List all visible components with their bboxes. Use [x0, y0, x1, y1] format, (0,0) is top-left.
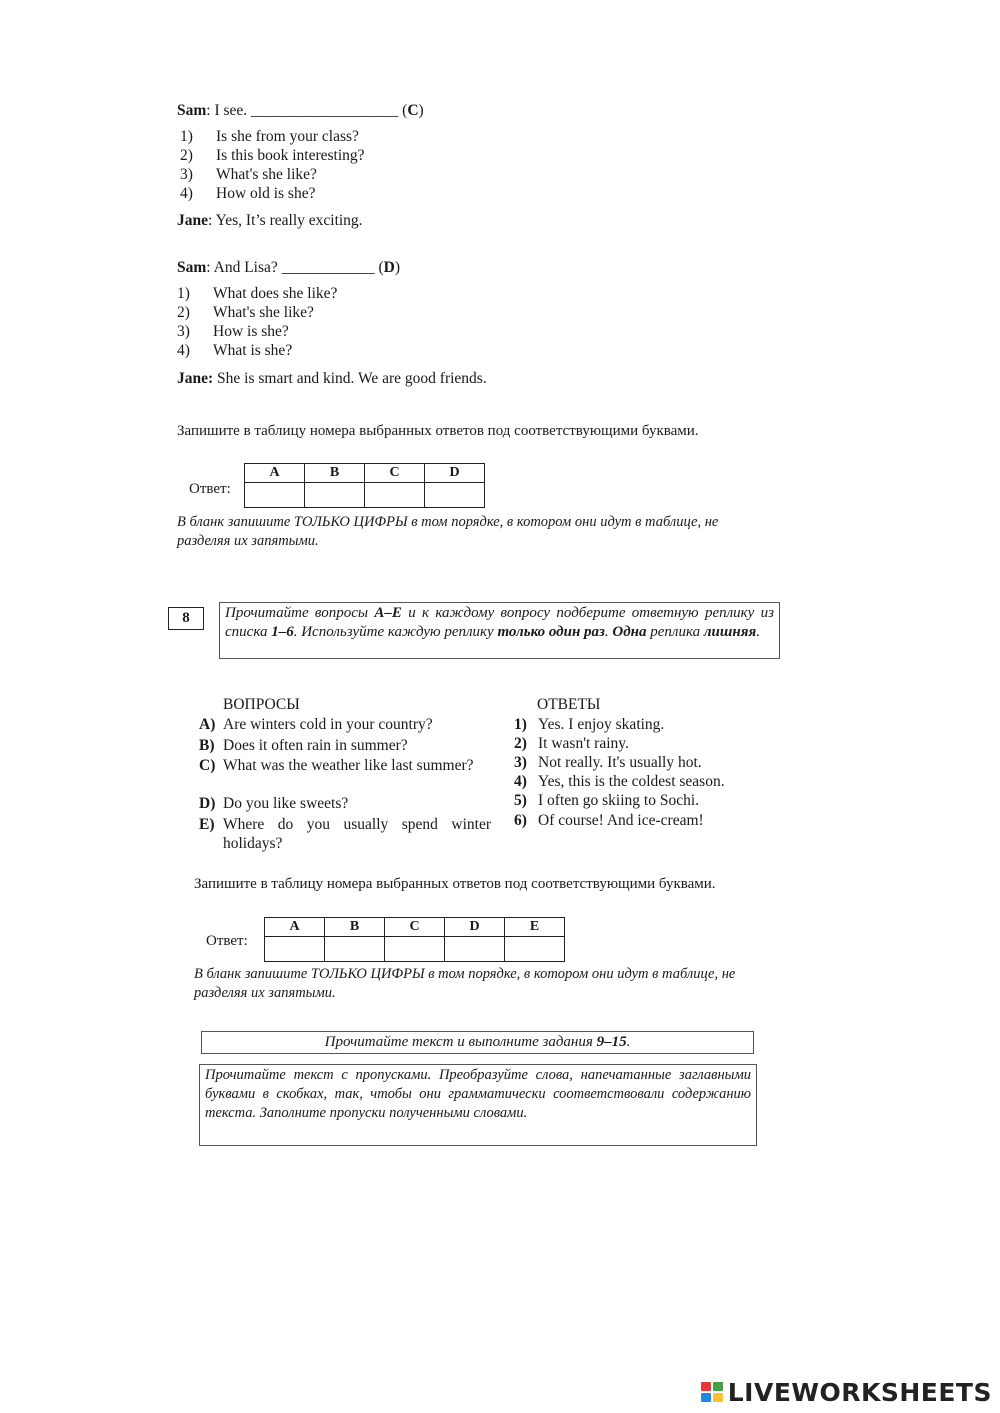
task-number: 8 [168, 607, 204, 630]
table-header: C [365, 464, 425, 483]
answer-cell[interactable] [445, 937, 505, 962]
table2-instruction: Запишите в таблицу номера выбранных ответов под соответствующими буквами. [194, 876, 716, 892]
jane-reply-d: Jane: She is smart and kind. We are good friends. [177, 370, 487, 387]
answers-header: ОТВЕТЫ [537, 696, 601, 713]
answer-cell[interactable] [425, 483, 485, 508]
table-header: A [265, 918, 325, 937]
option-item: 1) What does she like? [177, 285, 338, 302]
jane-reply-c: Jane: Yes, It’s really exciting. [177, 212, 363, 229]
liveworksheets-brand [700, 1377, 992, 1407]
answer-label: Ответ: [189, 481, 231, 497]
answer-item: 6)Of course! And ice-cream! [514, 812, 704, 829]
answer-cell[interactable] [305, 483, 365, 508]
speaker-name: Sam [177, 102, 207, 119]
question-item: B) Does it often rain in summer? [199, 737, 408, 754]
table1-instruction: Запишите в таблицу номера выбранных ответов под соответствующими буквами. [177, 423, 699, 439]
reading-instruction-box [199, 1064, 757, 1146]
line-text: : I see. ___________________ ( [206, 102, 408, 119]
reading-banner: Прочитайте текст и выполните задания 9–15. [201, 1031, 754, 1054]
sam-line-d: Sam: And Lisa? ____________ (D) [177, 259, 401, 276]
gap-letter: D [383, 259, 395, 276]
table-header: B [325, 918, 385, 937]
task8-instruction: Прочитайте вопросы А–Е и к каждому вопросу подберите ответную реплику из списка 1–6. Используйте каждую реплику только один раз. Одна реплика лишняя. [225, 605, 774, 640]
option-item: 1) Is she from your class? [180, 128, 359, 145]
option-item: 3) How is she? [177, 323, 289, 340]
gap-letter: C [407, 102, 419, 119]
answer-item: 2) It wasn't rainy. [514, 735, 629, 752]
reading-instruction: Прочитайте текст с пропусками. Преобразуйте слова, напечатанные заглавными буквами в скобках, так, чтобы они грамматически соответствовали содержанию текста. Заполните пропуски полученными словами. [205, 1067, 751, 1121]
answer-item: 3) Not really. It's usually hot. [514, 754, 702, 771]
answer-item: 1) Yes. I enjoy skating. [514, 716, 665, 733]
table-header: E [505, 918, 565, 937]
table1-note: В бланк запишите ТОЛЬКО ЦИФРЫ в том порядке, в котором они идут в таблице, не разделяя их запятыми. [177, 514, 719, 549]
answer-cell[interactable] [365, 483, 425, 508]
table-header: D [445, 918, 505, 937]
answer-table-1 [244, 463, 485, 508]
table-header: A [245, 464, 305, 483]
liveworksheets-logo-icon [700, 1380, 726, 1404]
table-header: B [305, 464, 365, 483]
answer-item: 4) Yes, this is the coldest season. [514, 773, 725, 790]
answer-cell[interactable] [385, 937, 445, 962]
sam-line-c: Sam: I see. ___________________ (C) [177, 102, 424, 119]
line-text: : And Lisa? ____________ ( [206, 259, 384, 276]
answer-cell[interactable] [245, 483, 305, 508]
answer-item: 5) I often go skiing to Sochi. [514, 792, 700, 809]
option-item: 4) What is she? [177, 342, 293, 359]
question-item: C) What was the weather like last summer? [199, 757, 474, 774]
answer-cell[interactable] [505, 937, 565, 962]
question-item: A) Are winters cold in your country? [199, 716, 433, 733]
table-header: D [425, 464, 485, 483]
question-item: D) Do you like sweets? [199, 795, 349, 812]
questions-header: ВОПРОСЫ [223, 696, 300, 713]
option-item: 4) How old is she? [180, 185, 316, 202]
table-header: C [385, 918, 445, 937]
question-item: E) Where do you usually spend winter holidays? [199, 816, 491, 852]
task8-instruction-box [219, 602, 780, 659]
table2-note: В бланк запишите ТОЛЬКО ЦИФРЫ в том порядке, в котором они идут в таблице, не разделяя их запятыми. [194, 966, 736, 1001]
option-item: 2) Is this book interesting? [180, 147, 365, 164]
speaker-name: Sam [177, 259, 207, 276]
answer-table-2 [264, 917, 565, 962]
option-item: 2) What's she like? [177, 304, 314, 321]
answer-label: Ответ: [206, 933, 248, 949]
brand-name: LIVEWORKSHEETS [727, 1377, 992, 1407]
option-item: 3) What's she like? [180, 166, 317, 183]
answer-cell[interactable] [325, 937, 385, 962]
answer-cell[interactable] [265, 937, 325, 962]
